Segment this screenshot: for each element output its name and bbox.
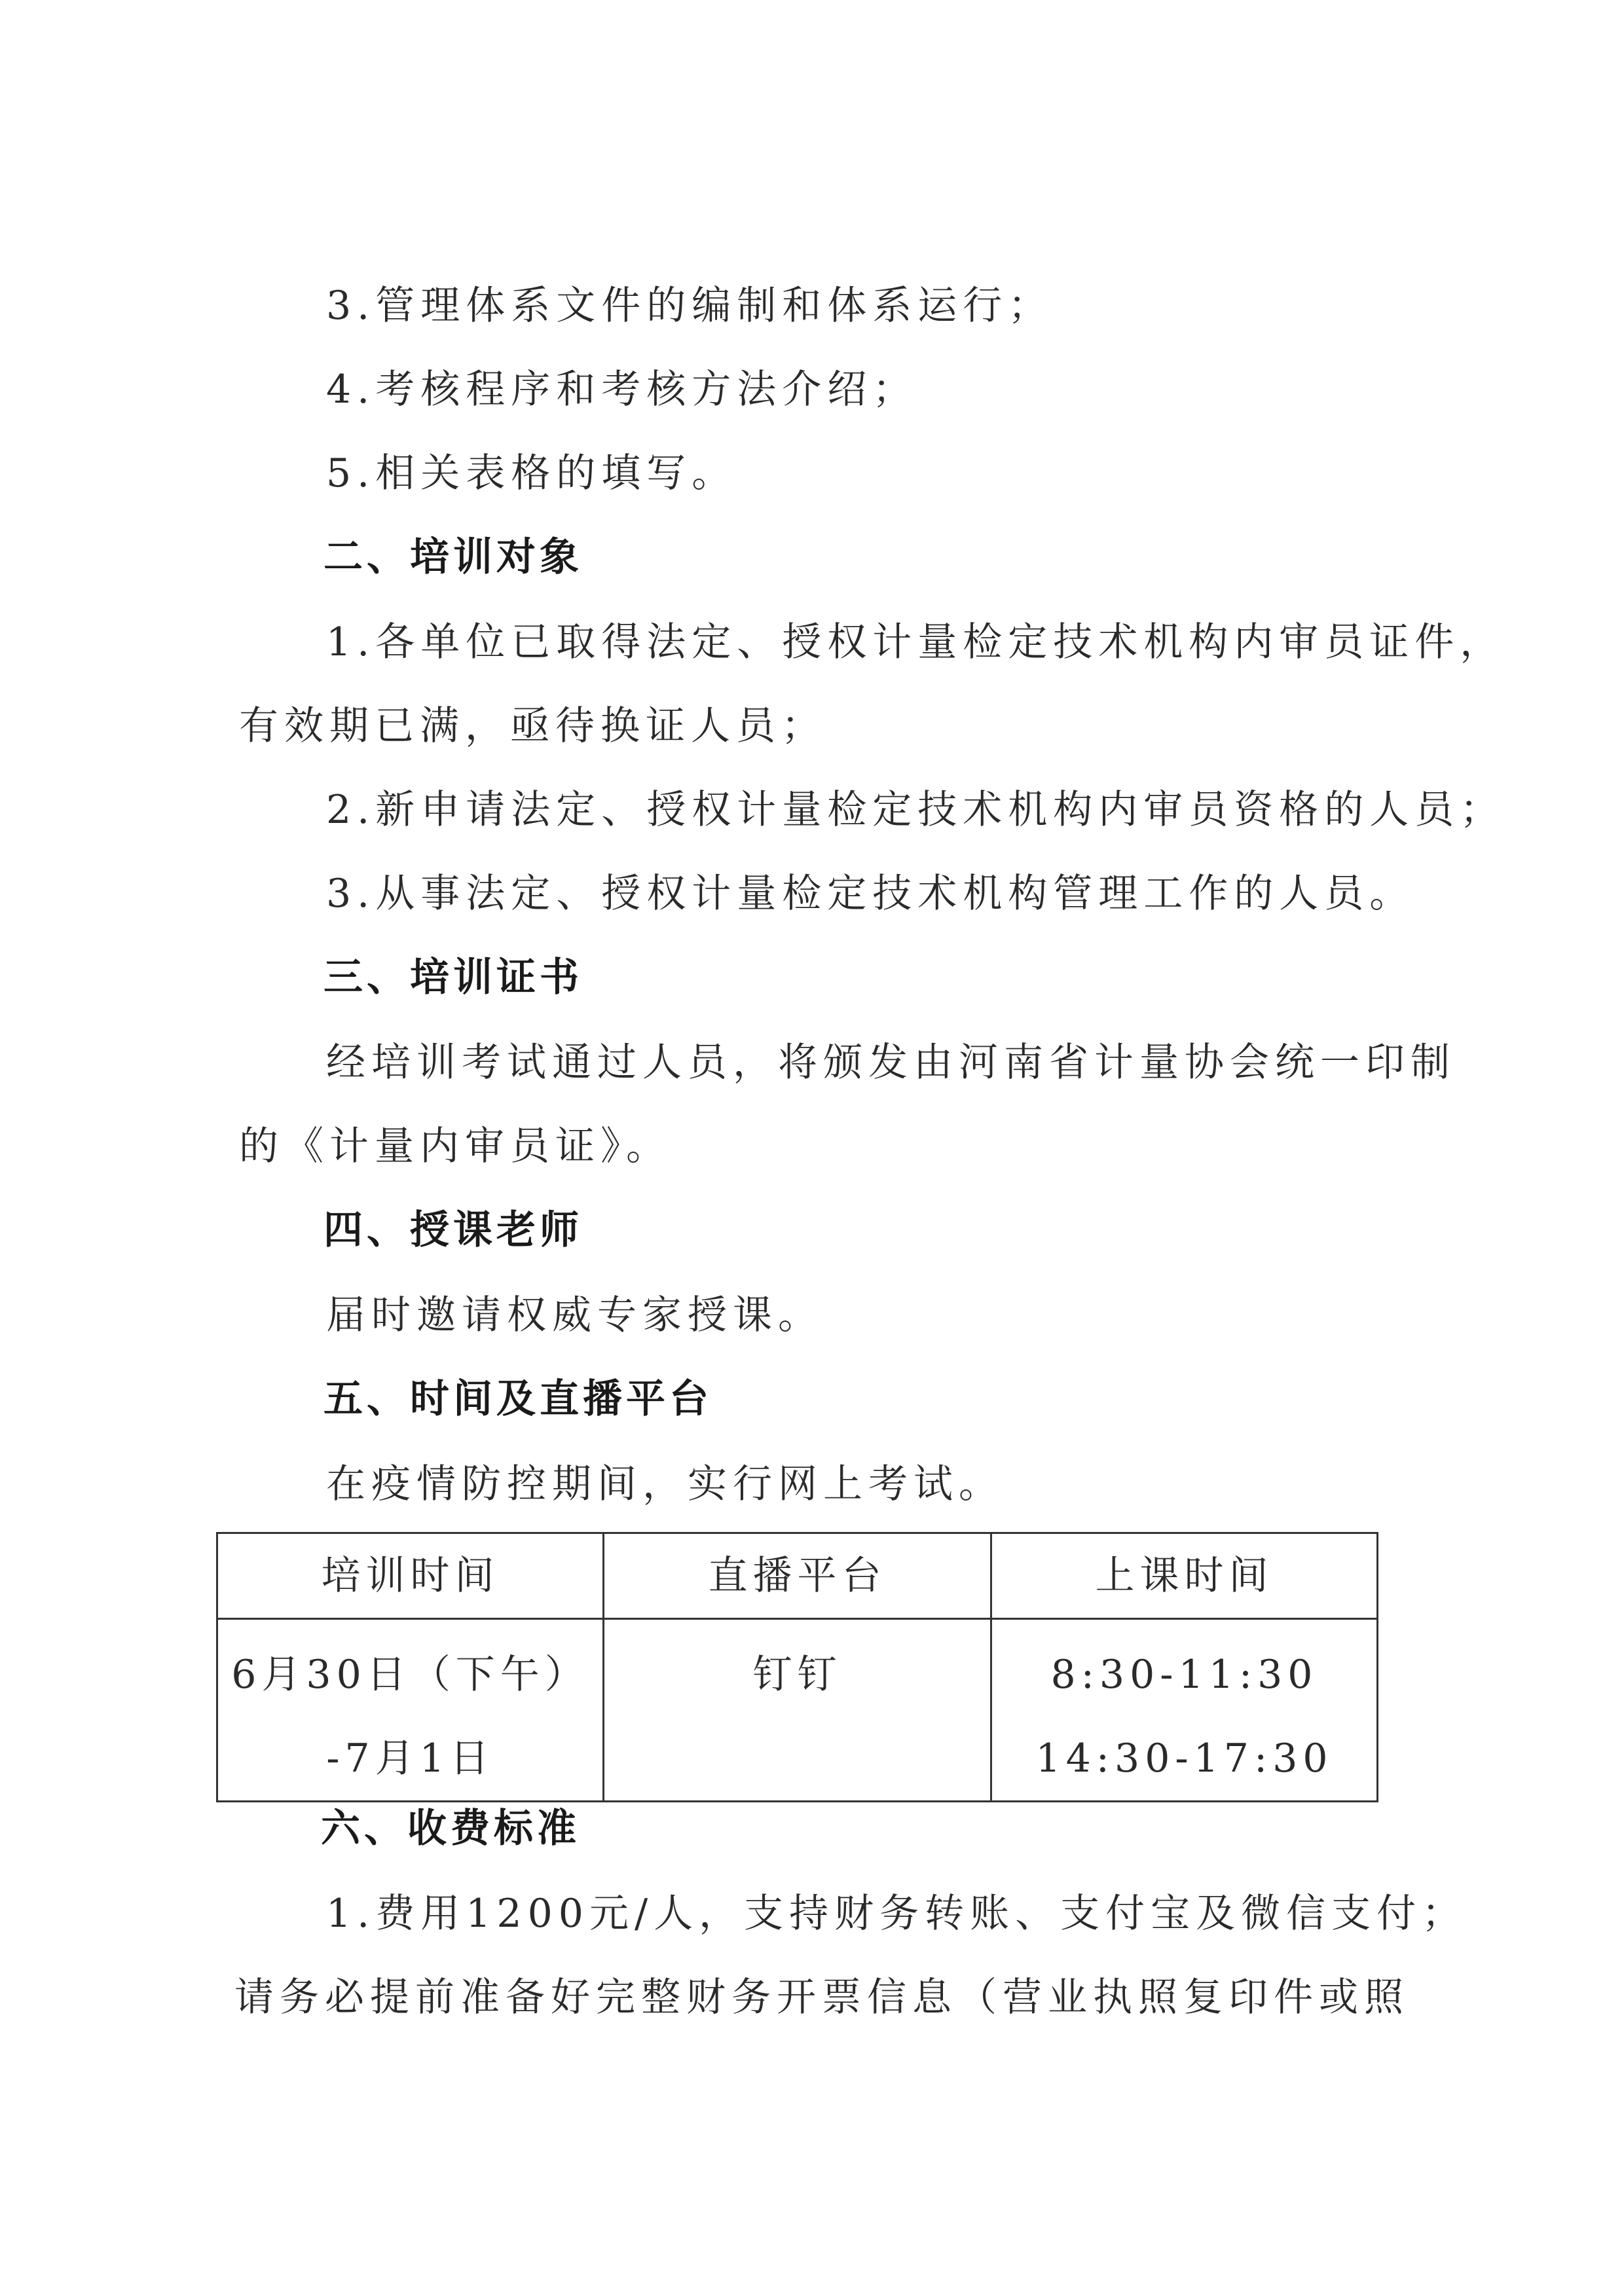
training-date-start: 6月30日（下午） bbox=[231, 1652, 589, 1698]
morning-session: 8:30-11:30 bbox=[1050, 1652, 1318, 1698]
paragraph-line: 1.各单位已取得法定、授权计量检定技术机构内审员证件， bbox=[326, 619, 1505, 665]
section-heading: 六、收费标准 bbox=[321, 1806, 580, 1851]
platform-cell bbox=[604, 1619, 991, 1802]
column-header: 直播平台 bbox=[604, 1533, 991, 1619]
schedule-table bbox=[216, 1532, 1378, 1802]
paragraph-line: 经培训考试通过人员，将颁发由河南省计量协会统一印制 bbox=[326, 1040, 1456, 1085]
training-date-end: -7月1日 bbox=[326, 1736, 494, 1781]
section-heading: 四、授课老师 bbox=[323, 1207, 583, 1253]
list-item: 3.管理体系文件的编制和体系运行； bbox=[326, 283, 1054, 329]
paragraph-line: 在疫情防控期间，实行网上考试。 bbox=[326, 1461, 1004, 1507]
afternoon-session: 14:30-17:30 bbox=[1035, 1736, 1333, 1781]
list-item: 5.相关表格的填写。 bbox=[326, 450, 737, 496]
list-item: 4.考核程序和考核方法介绍； bbox=[326, 367, 918, 412]
section-heading: 二、培训对象 bbox=[323, 534, 583, 580]
paragraph-line: 1.费用1200元/人，支持财务转账、支付宝及微信支付； bbox=[326, 1891, 1467, 1937]
paragraph-line: 请务必提前准备好完整财务开票信息（营业执照复印件或照 bbox=[234, 1975, 1409, 2020]
paragraph-line: 2.新申请法定、授权计量检定技术机构内审员资格的人员； bbox=[326, 787, 1505, 833]
paragraph-line: 3.从事法定、授权计量检定技术机构管理工作的人员。 bbox=[326, 871, 1415, 917]
section-heading: 五、时间及直播平台 bbox=[323, 1376, 712, 1422]
paragraph-line: 有效期已满，亟待换证人员； bbox=[239, 703, 826, 749]
paragraph-line: 的《计量内审员证》。 bbox=[239, 1123, 671, 1169]
table-header-row bbox=[217, 1533, 1378, 1619]
platform-name: 钉钉 bbox=[752, 1652, 842, 1698]
class-time-cell bbox=[991, 1619, 1378, 1802]
table-row bbox=[217, 1619, 1378, 1802]
section-heading: 三、培训证书 bbox=[323, 955, 583, 1000]
paragraph-line: 届时邀请权威专家授课。 bbox=[326, 1292, 823, 1338]
column-header: 培训时间 bbox=[217, 1533, 604, 1619]
column-header: 上课时间 bbox=[991, 1533, 1378, 1619]
training-date-cell bbox=[217, 1619, 604, 1802]
